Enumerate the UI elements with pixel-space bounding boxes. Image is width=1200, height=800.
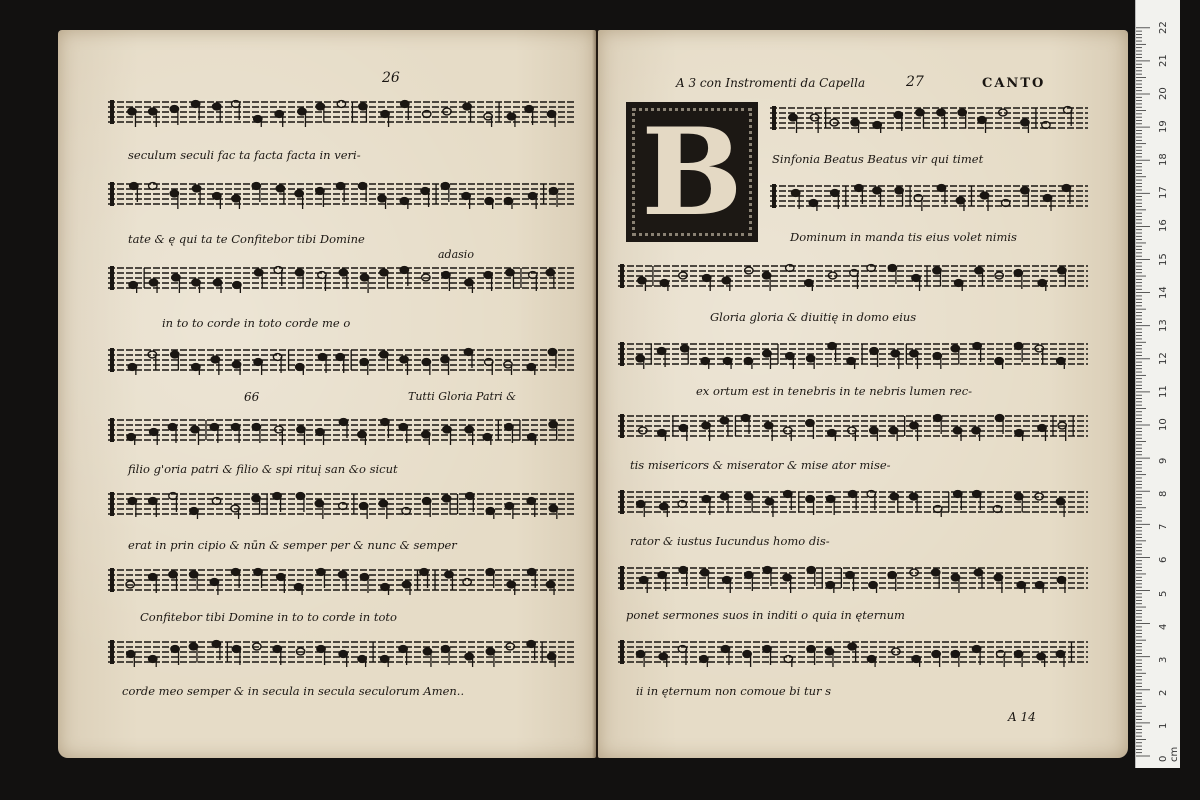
ruler-number: 8 <box>1158 490 1169 498</box>
open-book <box>58 30 1128 758</box>
right-staff <box>618 560 1088 592</box>
staff-notation <box>770 100 1088 134</box>
left-page <box>58 30 596 758</box>
left-staff <box>108 634 574 666</box>
ruler-number: 2 <box>1158 689 1169 696</box>
ruler-ticks <box>1136 0 1180 768</box>
staff-notation <box>618 560 1088 594</box>
left-lyric-line: Confitebor tibi Domine in to to corde in toto <box>140 610 397 624</box>
left-staff <box>108 94 574 126</box>
ruler-number: 11 <box>1158 385 1169 398</box>
ruler-number: 4 <box>1158 623 1169 630</box>
staff-notation <box>618 484 1088 518</box>
right-lyric-line: rator & iustus Iucundus homo dis- <box>630 534 830 548</box>
ruler-number: 15 <box>1158 252 1169 266</box>
ruler-number: 22 <box>1158 21 1169 34</box>
right-staff <box>618 408 1088 440</box>
left-staff <box>108 562 574 594</box>
initial-ornament <box>632 108 752 236</box>
right-staff <box>770 100 1088 132</box>
staff-notation <box>618 336 1088 370</box>
ruler-unit-label: 0 cm <box>1158 746 1180 762</box>
right-page <box>598 30 1128 758</box>
right-staff <box>618 634 1088 666</box>
ruler-number: 19 <box>1158 120 1169 134</box>
right-lyric-line: Sinfonia Beatus Beatus vir qui timet <box>772 152 984 166</box>
left-staff <box>108 260 574 292</box>
left-lyric-line: corde meo semper & in secula in secula seculorum Amen.. <box>122 684 465 698</box>
right-lyric-line: ex ortum est in tenebris in te nebris lumen rec- <box>696 384 973 398</box>
left-staff <box>108 176 574 208</box>
part-header: A 3 con Instromenti da Capella <box>676 76 866 90</box>
section-label: Tutti Gloria Patri & <box>408 390 516 403</box>
right-staff <box>770 178 1088 210</box>
staff-notation <box>108 562 574 596</box>
staff-notation <box>108 412 574 446</box>
ruler-number: 21 <box>1158 54 1169 67</box>
measure-mark: 66 <box>244 390 260 404</box>
part-title: CANTO <box>982 76 1046 91</box>
staff-notation <box>108 176 574 210</box>
ruler-number: 1 <box>1158 722 1169 729</box>
ruler-number: 7 <box>1158 523 1169 531</box>
staff-notation <box>108 94 574 128</box>
right-lyric-line: ponet sermones suos in inditi o quia in ęternum <box>626 608 905 622</box>
ruler-number: 20 <box>1158 87 1169 100</box>
right-page-number: 27 <box>906 74 924 90</box>
initial-letter: B <box>641 101 743 243</box>
right-lyric-line: ii in ęternum non comoue bi tur s <box>636 684 832 698</box>
ruler-number: 5 <box>1158 590 1169 597</box>
left-lyric-line: seculum seculi fac ta facta facta in veri- <box>128 148 361 162</box>
staff-notation <box>108 486 574 520</box>
left-staff <box>108 486 574 518</box>
staff-notation <box>618 634 1088 668</box>
left-page-number: 26 <box>382 70 400 86</box>
left-lyric-line: erat in prin cipio & nūn & semper per & nunc & semper <box>128 538 457 552</box>
ruler-number: 14 <box>1158 285 1169 299</box>
right-staff <box>618 336 1088 368</box>
ruler-number: 9 <box>1158 457 1169 465</box>
right-lyric-line: tis misericors & miserator & mise ator mise- <box>630 458 891 472</box>
staff-notation <box>108 342 574 376</box>
ruler-number: 10 <box>1158 418 1169 431</box>
left-staff <box>108 412 574 444</box>
signature-mark: A 14 <box>1008 710 1036 724</box>
ruler-number: 12 <box>1158 352 1169 365</box>
ruler-number: 13 <box>1158 318 1169 332</box>
left-lyric-line: tate & ę qui ta te Confitebor tibi Domine <box>128 232 365 246</box>
tempo-marking: adasio <box>438 248 474 261</box>
left-lyric-line: in to to corde in toto corde me o <box>162 316 351 330</box>
ruler-number: 3 <box>1158 656 1169 663</box>
ruler-number: 6 <box>1158 557 1169 564</box>
measuring-ruler <box>1135 0 1180 768</box>
left-staff <box>108 342 574 374</box>
staff-notation <box>108 260 574 294</box>
right-lyric-line: Dominum in manda tis eius volet nimis <box>790 230 1017 244</box>
right-staff <box>618 484 1088 516</box>
left-lyric-line: filio g'oria patri & filio & spi rituį san &o sicut <box>128 462 398 476</box>
ruler-number: 17 <box>1158 186 1169 200</box>
ruler-number: 16 <box>1158 219 1169 233</box>
decorated-initial <box>626 102 758 242</box>
staff-notation <box>108 634 574 668</box>
staff-notation <box>770 178 1088 212</box>
right-lyric-line: Gloria gloria & diuitię in domo eius <box>710 310 917 324</box>
right-staff <box>618 258 1088 290</box>
staff-notation <box>618 258 1088 292</box>
ruler-number: 18 <box>1158 153 1169 167</box>
staff-notation <box>618 408 1088 442</box>
